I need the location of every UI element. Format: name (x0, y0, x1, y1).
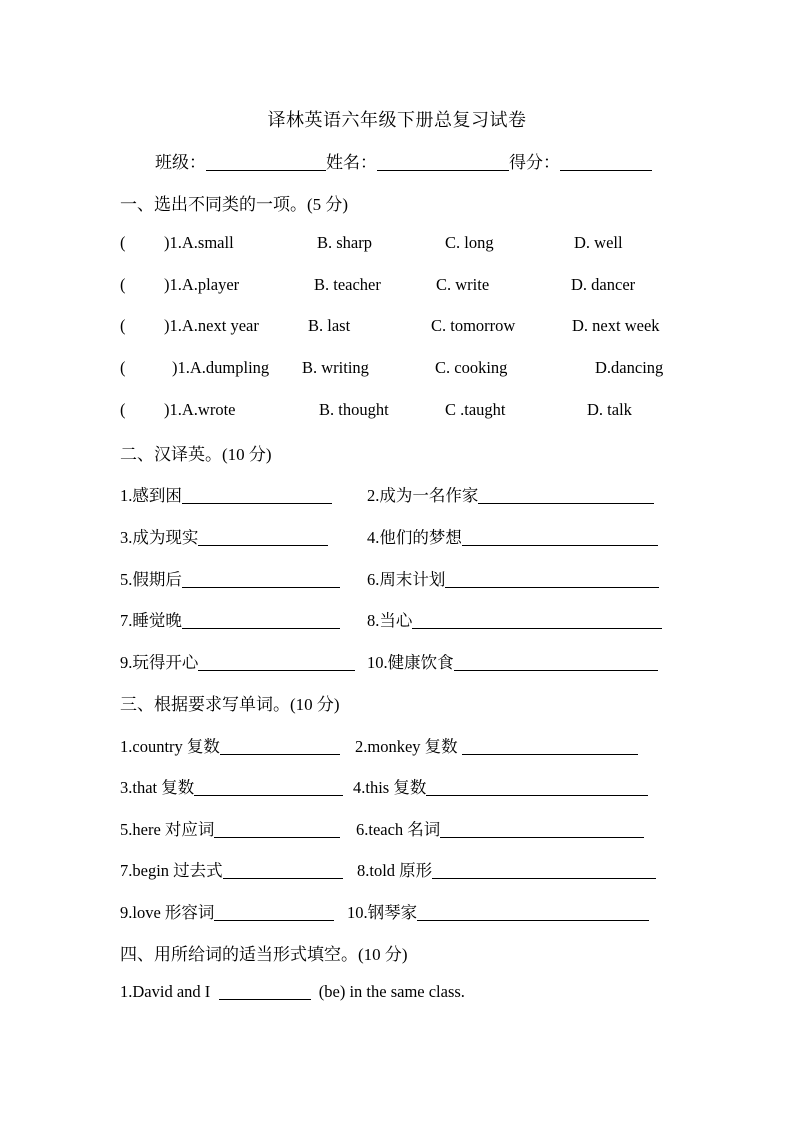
translation-item (367, 649, 658, 671)
answer-blank[interactable] (182, 570, 340, 588)
choice-row (120, 358, 680, 380)
translation-item (367, 524, 658, 546)
word-item (120, 816, 340, 838)
option-d: D.dancing (595, 358, 664, 377)
option-c: C .taught (445, 400, 506, 419)
option-c: C. cooking (435, 358, 508, 377)
option-b: B. last (308, 316, 351, 335)
item-prompt: 7.begin 过去式 (120, 861, 223, 880)
paren-open[interactable]: ( (120, 358, 126, 377)
item-prompt: 1.感到困 (120, 486, 182, 505)
option-d: D. dancer (571, 275, 636, 294)
paren-open[interactable]: ( (120, 400, 126, 419)
section-4-heading: 四、用所给词的适当形式填空。(10 分) (120, 945, 408, 964)
item-prompt: 9.玩得开心 (120, 653, 199, 672)
translation-item (120, 566, 340, 588)
answer-blank[interactable] (214, 820, 340, 838)
option-a: )1.A.small (164, 233, 234, 252)
class-blank[interactable] (206, 152, 326, 171)
item-prompt: 8.told 原形 (357, 861, 433, 880)
item-prompt: 4.他们的梦想 (367, 528, 462, 547)
answer-blank[interactable] (182, 611, 340, 629)
answer-blank[interactable] (220, 737, 340, 755)
fill-in-item (120, 982, 465, 1004)
choice-row (120, 316, 680, 338)
option-c: C. long (445, 233, 494, 252)
word-item (357, 857, 656, 879)
item-prompt: 2.成为一名作家 (367, 486, 479, 505)
word-item (347, 899, 649, 921)
translation-item (120, 607, 340, 629)
item-prompt: 3.that 复数 (120, 778, 195, 797)
option-b: B. teacher (314, 275, 381, 294)
paren-open[interactable]: ( (120, 316, 126, 335)
answer-blank[interactable] (445, 570, 659, 588)
translation-item (367, 566, 659, 588)
option-a: )1.A.wrote (164, 400, 236, 419)
item-prompt: 4.this 复数 (353, 778, 427, 797)
name-blank[interactable] (377, 152, 509, 171)
option-c: C. write (436, 275, 490, 294)
class-label: 班级： (155, 153, 206, 172)
word-item (120, 733, 340, 755)
translation-item (120, 649, 355, 671)
word-item (353, 774, 648, 796)
option-d: D. talk (587, 400, 632, 419)
item-prompt: 1.country 复数 (120, 737, 220, 756)
option-b: B. thought (319, 400, 389, 419)
item-prompt: 5.here 对应词 (120, 820, 215, 839)
paren-open[interactable]: ( (120, 275, 126, 294)
word-item (355, 733, 638, 755)
choice-row (120, 233, 680, 255)
translation-item (367, 607, 662, 629)
translation-item (120, 482, 332, 504)
page-title: 译林英语六年级下册总复习试卷 (267, 110, 527, 130)
answer-blank[interactable] (198, 528, 328, 546)
answer-blank[interactable] (412, 611, 662, 629)
answer-blank[interactable] (219, 982, 311, 1000)
answer-blank[interactable] (440, 820, 644, 838)
translation-item (367, 482, 654, 504)
item-suffix: (be) in the same class. (318, 982, 465, 1001)
option-a: )1.A.player (164, 275, 240, 294)
option-b: B. writing (302, 358, 369, 377)
word-item (120, 774, 343, 796)
section-1-heading: 一、选出不同类的一项。(5 分) (120, 195, 349, 214)
word-item (120, 899, 334, 921)
answer-blank[interactable] (454, 653, 658, 671)
item-prompt: 1.David and I (120, 982, 211, 1001)
score-label: 得分： (509, 153, 560, 172)
section-2-heading: 二、汉译英。(10 分) (120, 445, 272, 464)
item-prompt: 10.钢琴家 (347, 903, 418, 922)
answer-blank[interactable] (417, 903, 649, 921)
answer-blank[interactable] (198, 653, 355, 671)
answer-blank[interactable] (462, 737, 638, 755)
item-prompt: 8.当心 (367, 611, 413, 630)
name-label: 姓名： (326, 153, 377, 172)
item-prompt: 7.睡觉晚 (120, 611, 182, 630)
item-prompt: 9.love 形容词 (120, 903, 215, 922)
paren-open[interactable]: ( (120, 233, 126, 252)
item-prompt: 3.成为现实 (120, 528, 199, 547)
item-prompt: 5.假期后 (120, 570, 182, 589)
choice-row (120, 275, 680, 297)
option-a: )1.A.dumpling (172, 358, 270, 377)
section-3-heading: 三、根据要求写单词。(10 分) (120, 695, 340, 714)
item-prompt: 10.健康饮食 (367, 653, 454, 672)
option-d: D. well (574, 233, 623, 252)
option-b: B. sharp (317, 233, 372, 252)
option-a: )1.A.next year (164, 316, 259, 335)
answer-blank[interactable] (462, 528, 658, 546)
item-prompt: 2.monkey 复数 (355, 737, 458, 756)
word-item (356, 816, 644, 838)
answer-blank[interactable] (182, 486, 332, 504)
answer-blank[interactable] (426, 778, 648, 796)
word-item (120, 857, 343, 879)
answer-blank[interactable] (478, 486, 654, 504)
item-prompt: 6.周末计划 (367, 570, 446, 589)
student-info-line (155, 148, 652, 173)
item-prompt: 6.teach 名词 (356, 820, 441, 839)
answer-blank[interactable] (223, 861, 343, 879)
score-blank[interactable] (560, 152, 652, 171)
option-c: C. tomorrow (431, 316, 516, 335)
choice-row (120, 400, 680, 422)
translation-item (120, 524, 328, 546)
answer-blank[interactable] (194, 778, 343, 796)
answer-blank[interactable] (432, 861, 656, 879)
option-d: D. next week (572, 316, 660, 335)
answer-blank[interactable] (214, 903, 334, 921)
